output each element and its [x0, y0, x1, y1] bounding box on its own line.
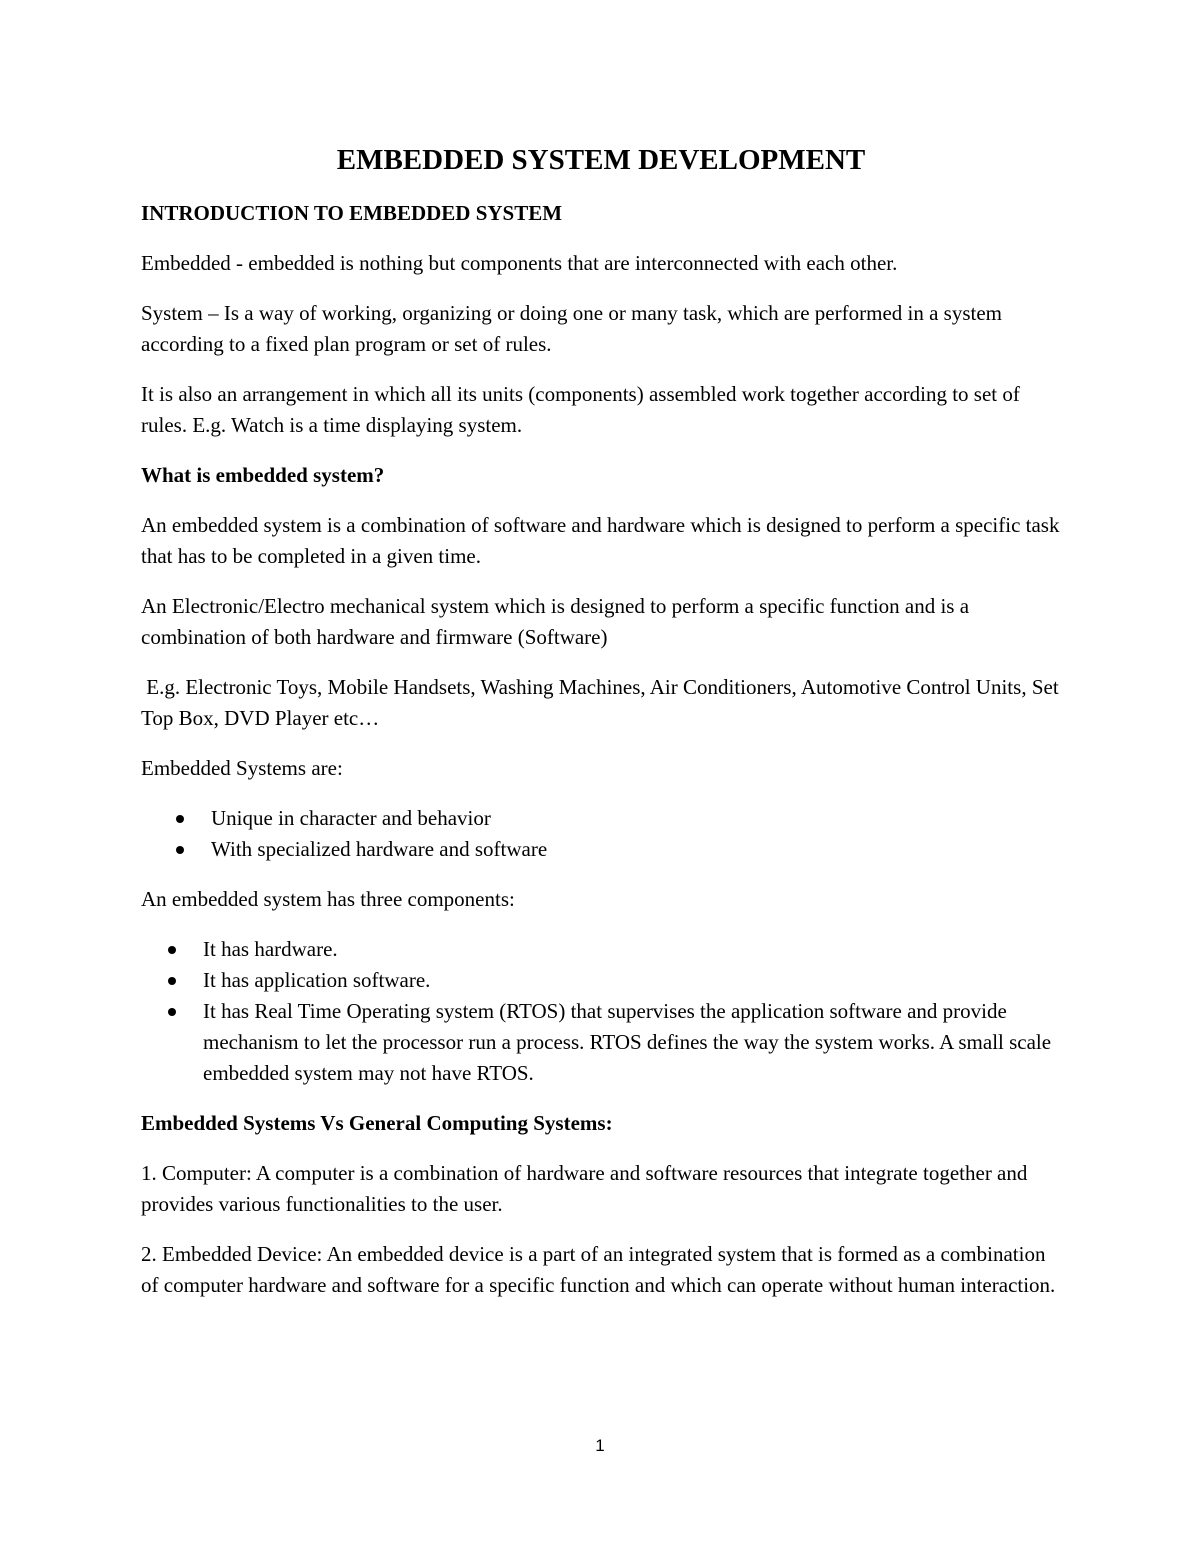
document-title: EMBEDDED SYSTEM DEVELOPMENT	[336, 144, 866, 176]
list-item-text: Unique in character and behavior	[211, 806, 491, 830]
bullet-icon	[168, 977, 176, 985]
document-body	[141, 140, 1064, 1320]
paragraph-combination: An embedded system is a combination of software and hardware which is designed to perform a specific task that has to be completed in a given time.	[141, 513, 1060, 568]
paragraph-components-intro: An embedded system has three components:	[141, 887, 515, 911]
paragraph-electronic-system: An Electronic/Electro mechanical system which is designed to perform a specific function and is a combination of both hardware and firmware (Software)	[141, 594, 970, 649]
intro-heading: INTRODUCTION TO EMBEDDED SYSTEM	[141, 201, 563, 225]
paragraph-examples: E.g. Electronic Toys, Mobile Handsets, Washing Machines, Air Conditioners, Automotive Control Units, Set Top Box, DVD Player etc…	[141, 675, 1064, 730]
list-item	[141, 934, 1061, 965]
paragraph-embedded-definition: Embedded - embedded is nothing but components that are interconnected with each other.	[141, 251, 898, 275]
paragraph-embedded-device: 2. Embedded Device: An embedded device is a part of an integrated system that is formed as a combination of computer hardware and software for a specific function and which can operate without human interaction.	[141, 1242, 1056, 1297]
components-list	[141, 934, 1061, 1089]
list-item	[141, 803, 1061, 834]
bullet-icon	[168, 946, 176, 954]
list-item	[141, 834, 1061, 865]
what-is-heading: What is embedded system?	[141, 463, 385, 487]
bullet-icon	[176, 846, 184, 854]
bullet-icon	[176, 815, 184, 823]
paragraph-arrangement: It is also an arrangement in which all its units (components) assembled work together according to set of rules. E.g. Watch is a time displaying system.	[141, 382, 1020, 437]
list-item	[141, 996, 1061, 1089]
list-item-text: It has application software.	[203, 968, 431, 992]
list-item-text: It has Real Time Operating system (RTOS) that supervises the application software and provide mechanism to let the processor run a process. RTOS defines the way the system works. A small scale embedded system may not have RTOS.	[203, 999, 1052, 1085]
list-item-text: With specialized hardware and software	[211, 837, 548, 861]
page-number: 1	[595, 1436, 605, 1455]
traits-list	[141, 803, 1061, 865]
paragraph-system-definition: System – Is a way of working, organizing or doing one or many task, which are performed in a system according to a fixed plan program or set of rules.	[141, 301, 1002, 356]
comparison-heading: Embedded Systems Vs General Computing Systems:	[141, 1111, 613, 1135]
list-item	[141, 965, 1061, 996]
list-item-text: It has hardware.	[203, 937, 338, 961]
paragraph-computer: 1. Computer: A computer is a combination of hardware and software resources that integrate together and provides various functionalities to the user.	[141, 1161, 1028, 1216]
paragraph-systems-are: Embedded Systems are:	[141, 756, 343, 780]
bullet-icon	[168, 1008, 176, 1016]
